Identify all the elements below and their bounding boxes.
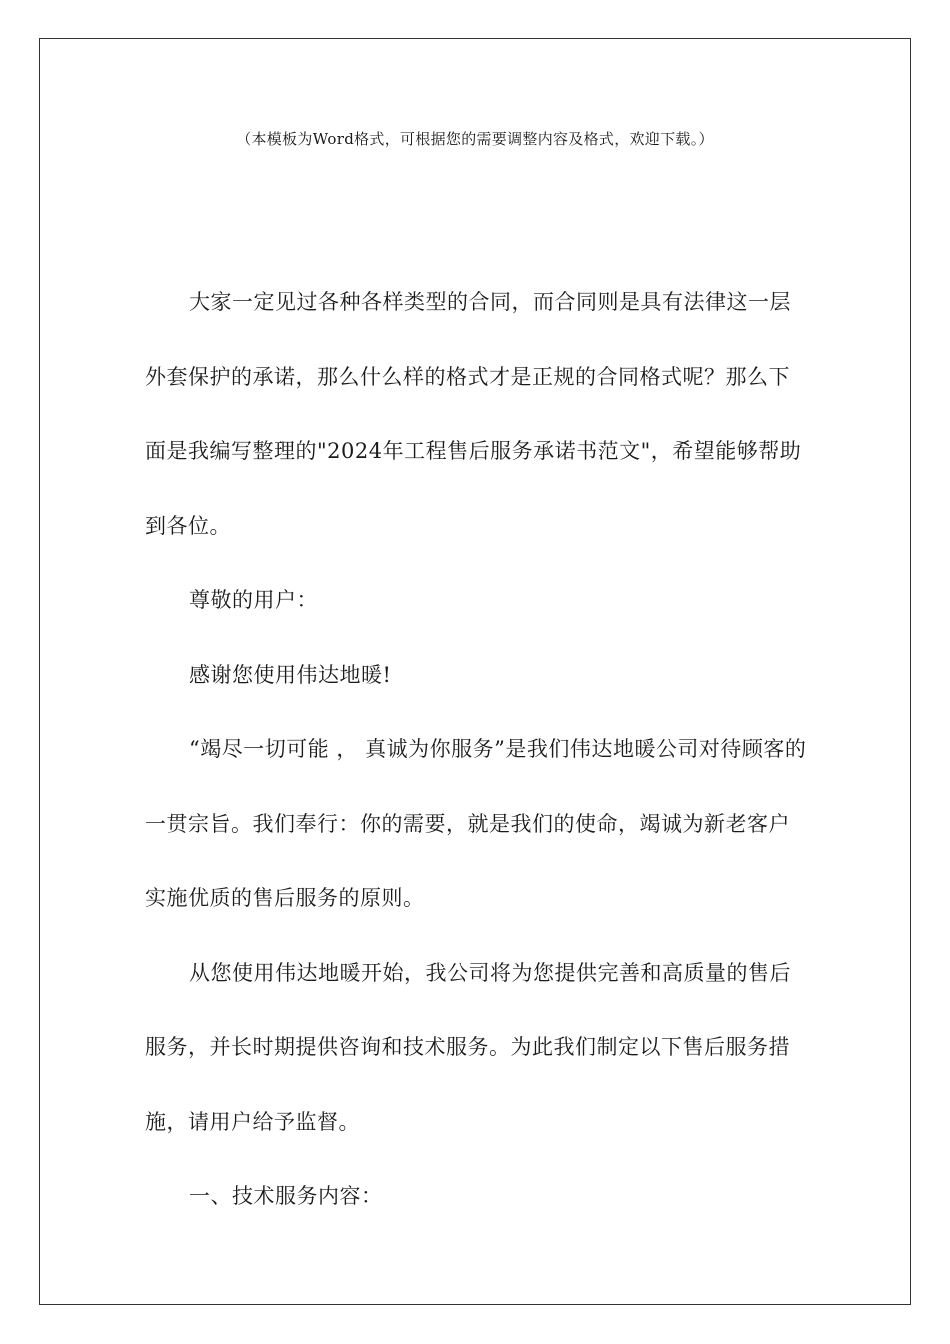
section-heading-1: 一、技术服务内容： bbox=[189, 1184, 383, 1208]
document-body bbox=[145, 265, 810, 1234]
intro-paragraph: 大家一定见过各种各样类型的合同，而合同则是具有法律这一层外套保护的承诺，那么什么样的格式才是正规的合同格式呢？那么下面是我编写整理的"2024年工程售后服务承诺书范文"，希望能够帮助到各位。 bbox=[145, 290, 802, 538]
thanks-line: 感谢您使用伟达地暖! bbox=[189, 662, 392, 687]
tenet-paragraph: “竭尽一切可能 ， 真诚为你服务”是我们伟达地暖公司对待顾客的一贯宗旨。我们奉行：你的需要，就是我们的使命，竭诚为新老客户实施优质的售后服务的原则。 bbox=[145, 737, 807, 910]
template-note: （本模板为Word格式，可根据您的需要调整内容及格式，欢迎下载。） bbox=[236, 130, 714, 148]
service-paragraph: 从您使用伟达地暖开始，我公司将为您提供完善和高质量的售后服务，并长时期提供咨询和技术服务。为此我们制定以下售后服务措施，请用户给予监督。 bbox=[145, 960, 791, 1134]
salutation: 尊敬的用户： bbox=[189, 588, 318, 612]
